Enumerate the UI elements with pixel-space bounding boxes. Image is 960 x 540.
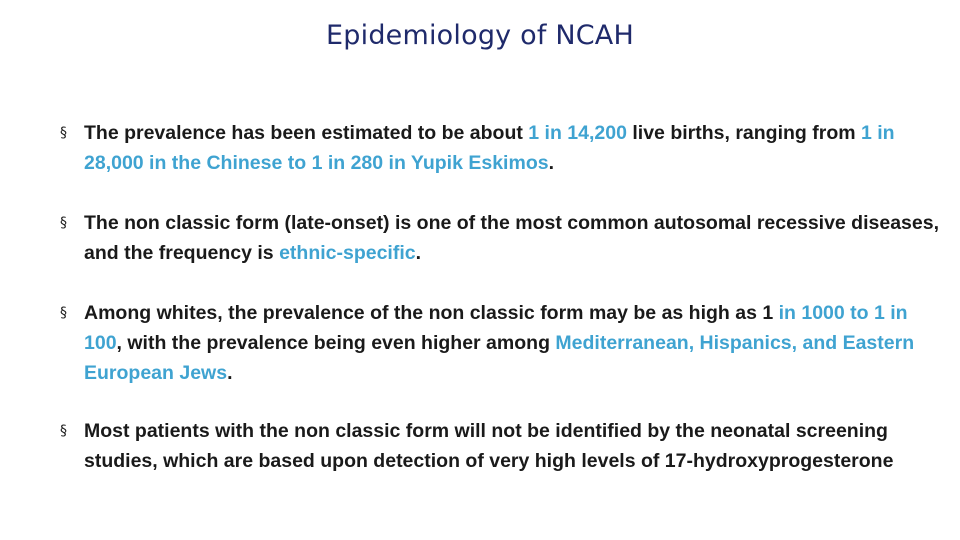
highlighted-segment: in 1000 to 1 in 100: [84, 302, 908, 354]
bullet-segment: Among whites, the prevalence of the non classic form may be as high as 1: [84, 302, 779, 324]
highlighted-segment: ethnic-specific: [279, 242, 416, 264]
bullet-marker-icon: §: [60, 125, 67, 141]
bullet-segment: The prevalence has been estimated to be about: [84, 122, 529, 144]
bullet-text: [84, 302, 914, 384]
bullet-segment: .: [548, 152, 554, 174]
bullet-item: [60, 416, 940, 476]
bullet-segment: , with the prevalence being even higher among: [116, 332, 556, 354]
bullet-item: [60, 208, 940, 268]
bullet-segment: Most patients with the non classic form will not be identified by the neonatal screening studies, which are based upon detection of very high levels of 17-hydroxyprogesterone: [84, 420, 894, 472]
bullet-text: [84, 420, 893, 472]
bullet-segment: The non classic form (late-onset) is one of the most common autosomal recessive diseases, and the frequency is: [84, 212, 940, 264]
bullet-segment: .: [227, 362, 233, 384]
bullet-item: [60, 298, 940, 388]
highlighted-segment: 1 in 14,200: [528, 122, 627, 144]
bullet-marker-icon: §: [60, 305, 67, 321]
bullet-marker-icon: §: [60, 423, 67, 439]
bullet-segment: .: [415, 242, 422, 264]
bullet-item: [60, 118, 940, 178]
bullet-text: [84, 122, 895, 174]
highlighted-segment: 1 in 28,000 in the Chinese to 1 in 280 in Yupik Eskimos: [84, 122, 895, 174]
bullet-segment: live births, ranging from: [626, 122, 861, 144]
highlighted-segment: Mediterranean, Hispanics, and Eastern European Jews: [84, 332, 915, 384]
bullet-marker-icon: §: [60, 215, 67, 231]
bullet-list: [60, 118, 940, 506]
bullet-text: [84, 212, 939, 264]
slide-title: Epidemiology of NCAH: [326, 20, 634, 51]
